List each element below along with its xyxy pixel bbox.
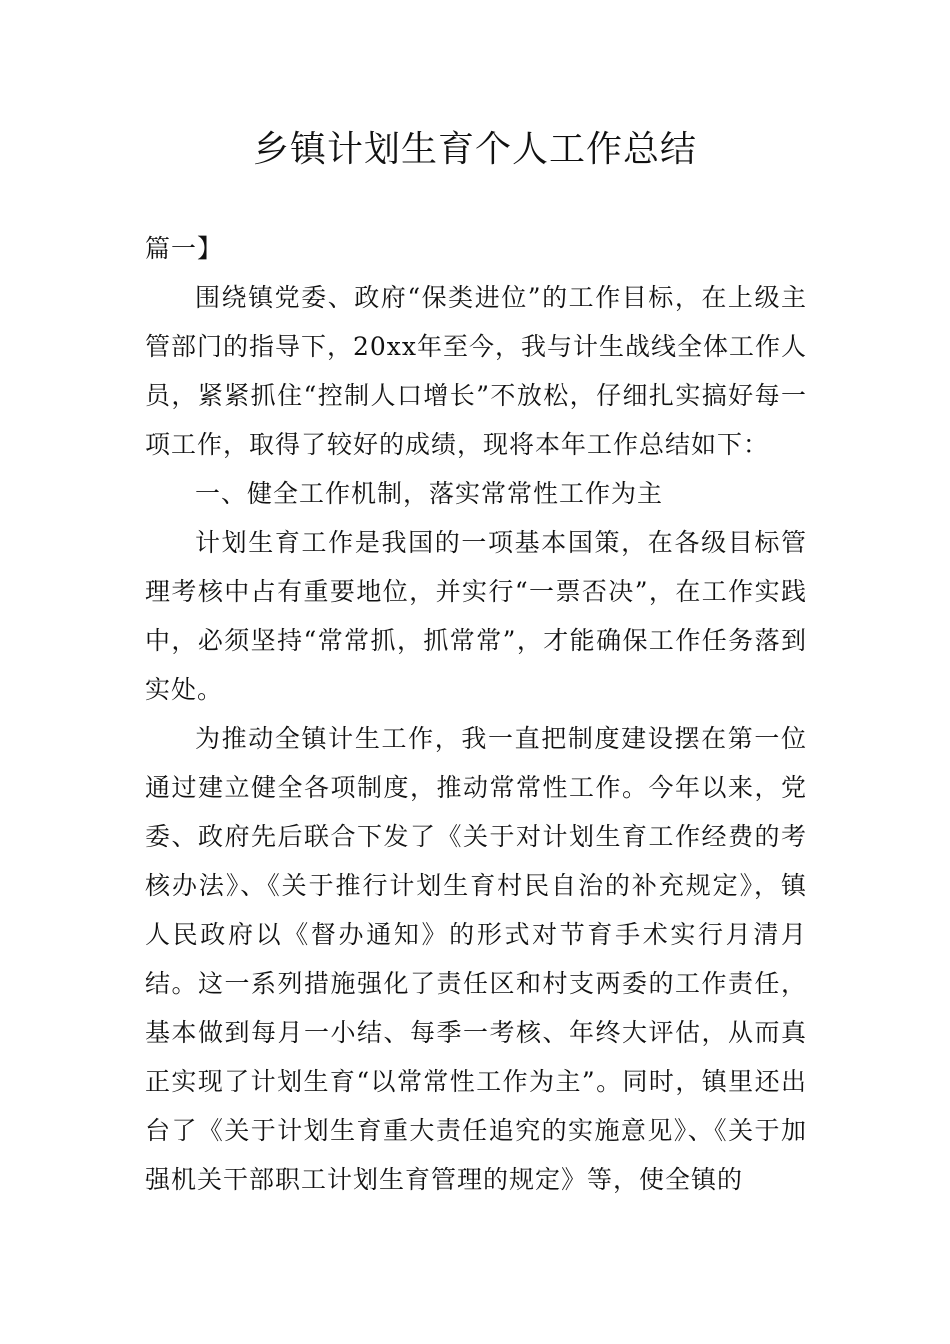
- section-label: 篇一】: [145, 234, 224, 263]
- paragraph-system-building: 为推动全镇计生工作，我一直把制度建设摆在第一位通过建立健全各项制度，推动常常性工作。今年以来，党委、政府先后联合下发了《关于对计划生育工作经费的考核办法》、《关于推行计划生育村民自治的补充规定》，镇人民政府以《督办通知》的形式对节育手术实行月清月结。这一系列措施强化了责任区和村支两委的工作责任，基本做到每月一小结、每季一考核、年终大评估，从而真正实现了计划生育“以常常性工作为主”。同时，镇里还出台了《关于计划生育重大责任追究的实施意见》、《关于加强机关干部职工计划生育管理的规定》等，使全镇的: [145, 724, 807, 1194]
- paragraph-policy: 计划生育工作是我国的一项基本国策，在各级目标管理考核中占有重要地位，并实行“一票否决”，在工作实践中，必须坚持“常常抓，抓常常”，才能确保工作任务落到实处。: [145, 528, 807, 704]
- section-heading: 一、健全工作机制，落实常常性工作为主: [195, 479, 664, 508]
- document-title: 乡镇计划生育个人工作总结: [252, 129, 697, 170]
- paragraph-intro: 围绕镇党委、政府“保类进位”的工作目标，在上级主管部门的指导下，20xx年至今，我与计生战线全体工作人员，紧紧抓住“控制人口增长”不放松，仔细扎实搞好每一项工作，取得了较好的成绩，现将本年工作总结如下：: [145, 283, 808, 459]
- document-body: [145, 224, 807, 1204]
